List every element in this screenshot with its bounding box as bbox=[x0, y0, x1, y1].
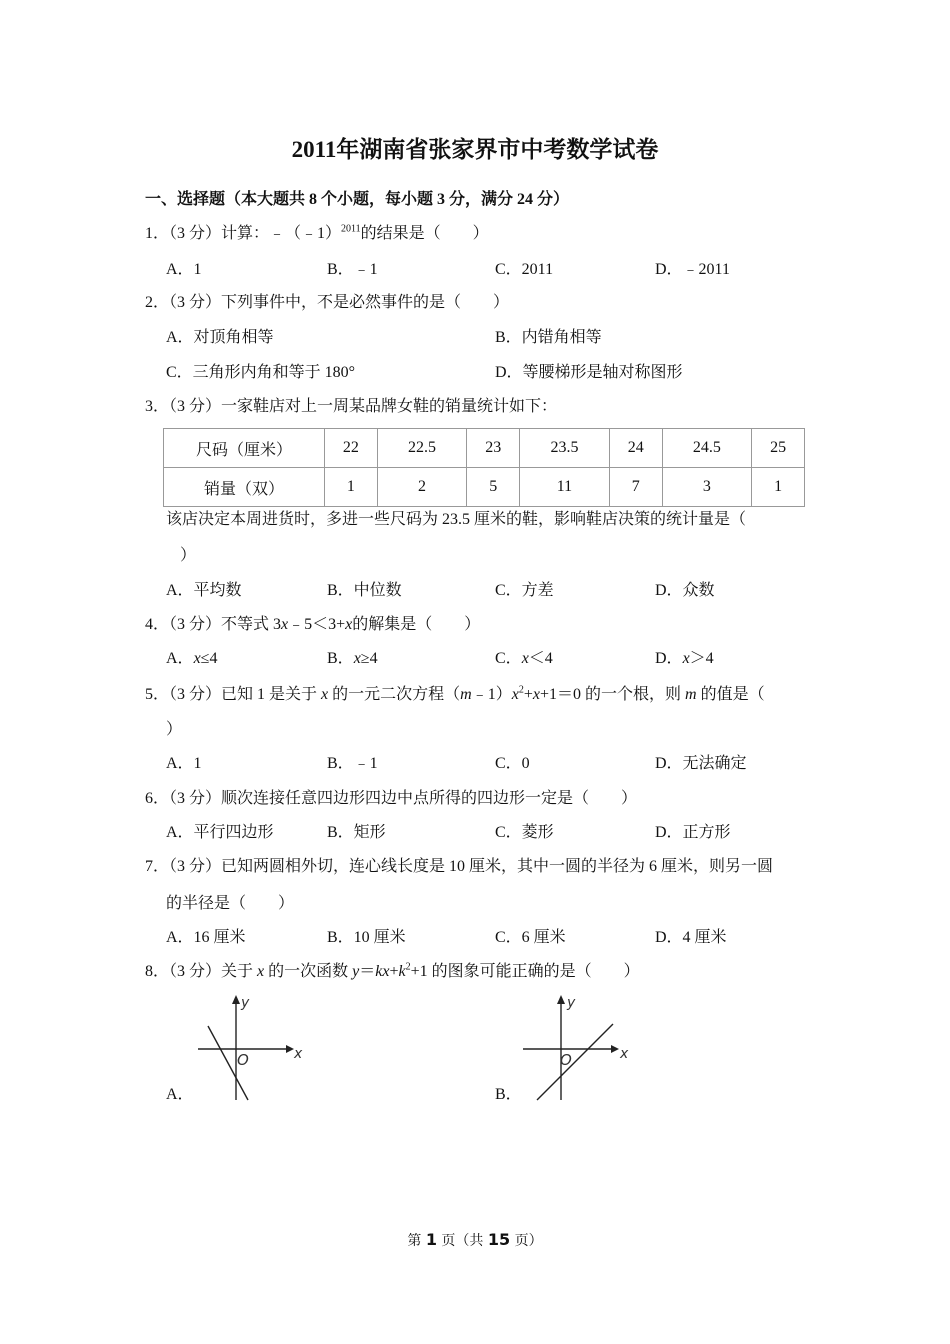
q6-option-b: B．矩形 bbox=[327, 824, 386, 841]
question-4 bbox=[145, 615, 480, 635]
q5-option-b: B．﹣1 bbox=[327, 755, 378, 772]
q3-option-d: D．众数 bbox=[655, 582, 715, 599]
page-footer bbox=[0, 1230, 950, 1251]
q6-option-c: C．菱形 bbox=[495, 824, 554, 841]
q7-option-d: D．4 厘米 bbox=[655, 929, 727, 946]
q1-text-end: 的结果是（ ） bbox=[360, 225, 489, 242]
q8-text: + bbox=[389, 963, 399, 980]
q7-option-a: A．16 厘米 bbox=[166, 929, 246, 946]
x-axis-label: x bbox=[294, 1046, 303, 1062]
q6-option-d: D．正方形 bbox=[655, 824, 731, 841]
option-label: C． bbox=[495, 650, 522, 667]
x-axis-arrow-icon bbox=[286, 1045, 294, 1053]
var-x: x bbox=[532, 686, 540, 703]
var-x: x bbox=[345, 616, 353, 633]
table-cell: 24 bbox=[609, 429, 662, 468]
q1-exponent: 2011 bbox=[341, 223, 361, 235]
page-total: 15 bbox=[487, 1230, 511, 1249]
var-x: x bbox=[257, 963, 265, 980]
question-6: 6．（3 分）顺次连接任意四边形四边中点所得的四边形一定是（ ） bbox=[145, 790, 638, 807]
table-row bbox=[164, 468, 805, 507]
q3-followup-end: ） bbox=[180, 547, 197, 564]
var-x: x bbox=[321, 686, 329, 703]
table-row bbox=[164, 429, 805, 468]
var-x: x bbox=[511, 686, 519, 703]
y-axis-arrow-icon bbox=[557, 995, 565, 1004]
x-axis-label: x bbox=[620, 1046, 629, 1062]
q7-text-end: 的半径是（ ） bbox=[166, 895, 295, 912]
q6-option-a: A．平行四边形 bbox=[166, 824, 274, 841]
q8-text: 的一次函数 bbox=[268, 963, 349, 980]
var-x: x bbox=[193, 650, 201, 667]
footer-text: 页） bbox=[510, 1233, 543, 1249]
q8-option-a: A． bbox=[166, 1086, 194, 1103]
q7-option-c: C．6 厘米 bbox=[495, 929, 566, 946]
q4-option-c bbox=[495, 649, 553, 669]
question-2: 2．（3 分）下列事件中，不是必然事件的是（ ） bbox=[145, 294, 510, 311]
q2-option-b: B．内错角相等 bbox=[495, 329, 602, 346]
q2-option-a: A．对顶角相等 bbox=[166, 329, 274, 346]
var-x: x bbox=[682, 650, 690, 667]
q4-text: 4．（3 分）不等式 3 bbox=[145, 616, 282, 633]
q7-option-b: B．10 厘米 bbox=[327, 929, 406, 946]
shoe-sales-table bbox=[163, 428, 805, 507]
q8-text: ＝ bbox=[359, 963, 376, 980]
q5-option-a: A．1 bbox=[166, 755, 202, 772]
var-k: k bbox=[375, 963, 383, 980]
origin-label: O bbox=[560, 1051, 572, 1069]
q2-option-c: C．三角形内角和等于 180° bbox=[166, 364, 356, 381]
table-cell: 22 bbox=[325, 429, 378, 468]
table-cell: 1 bbox=[325, 468, 378, 507]
option-value: ＞4 bbox=[689, 650, 714, 667]
q5-option-d: D．无法确定 bbox=[655, 755, 747, 772]
footer-text: 第 bbox=[407, 1233, 426, 1249]
function-line bbox=[537, 1024, 613, 1100]
q1-option-a: A．1 bbox=[166, 261, 202, 278]
y-axis-arrow-icon bbox=[232, 995, 240, 1004]
question-7: 7．（3 分）已知两圆相外切，连心线长度是 10 厘米，其中一圆的半径为 6 厘米，则另一圆 bbox=[145, 858, 774, 875]
q1-option-d: D．﹣2011 bbox=[655, 261, 730, 278]
question-1 bbox=[145, 224, 489, 244]
q8-text: +1 的图象可能正确的是（ ） bbox=[410, 963, 640, 980]
question-8 bbox=[145, 962, 640, 982]
q4-text: 的解集是（ ） bbox=[352, 616, 481, 633]
question-5 bbox=[145, 685, 765, 705]
option-value: ≥4 bbox=[360, 650, 378, 667]
q5-text: ﹣1） bbox=[471, 686, 512, 703]
table-cell: 11 bbox=[520, 468, 610, 507]
q1-text: 1．（3 分）计算：﹣（﹣1） bbox=[145, 225, 342, 242]
q4-text: ﹣5＜3+ bbox=[288, 616, 346, 633]
q5-text: 的值是（ bbox=[700, 686, 765, 703]
option-label: A． bbox=[166, 650, 194, 667]
footer-text: 页（共 bbox=[436, 1233, 488, 1249]
q3-option-b: B．中位数 bbox=[327, 582, 402, 599]
section-heading: 一、选择题（本大题共 8 个小题，每小题 3 分，满分 24 分） bbox=[145, 191, 570, 208]
option-label: D． bbox=[655, 650, 683, 667]
var-x: x bbox=[521, 650, 529, 667]
q3-followup: 该店决定本周进货时，多进一些尺码为 23.5 厘米的鞋，影响鞋店决策的统计量是（ bbox=[166, 511, 747, 528]
y-axis-label: y bbox=[567, 995, 576, 1011]
question-3: 3．（3 分）一家鞋店对上一周某品牌女鞋的销量统计如下： bbox=[145, 398, 558, 415]
var-y: y bbox=[352, 963, 360, 980]
q8-exponent: 2 bbox=[405, 961, 411, 973]
q1-option-b: B．﹣1 bbox=[327, 261, 378, 278]
q5-text: + bbox=[523, 686, 533, 703]
table-cell: 23.5 bbox=[520, 429, 610, 468]
table-cell: 24.5 bbox=[662, 429, 752, 468]
table-header-size: 尺码（厘米） bbox=[164, 429, 325, 468]
y-axis-label: y bbox=[241, 995, 250, 1011]
var-m: m bbox=[460, 686, 472, 703]
table-cell: 22.5 bbox=[377, 429, 467, 468]
page-title: 2011年湖南省张家界市中考数学试卷 bbox=[291, 137, 659, 162]
q1-option-c: C．2011 bbox=[495, 261, 554, 278]
q5-option-c: C．0 bbox=[495, 755, 530, 772]
q5-text: +1＝0 的一个根，则 bbox=[539, 686, 681, 703]
graph-a bbox=[190, 990, 320, 1105]
q2-option-d: D．等腰梯形是轴对称图形 bbox=[495, 364, 683, 381]
q8-option-b: B． bbox=[495, 1086, 522, 1103]
table-cell: 25 bbox=[752, 429, 805, 468]
table-cell: 23 bbox=[467, 429, 520, 468]
q4-option-a bbox=[166, 649, 217, 669]
q3-option-a: A．平均数 bbox=[166, 582, 242, 599]
var-x: x bbox=[382, 963, 390, 980]
option-value: ＜4 bbox=[528, 650, 553, 667]
option-label: B． bbox=[327, 650, 354, 667]
var-x: x bbox=[353, 650, 361, 667]
table-header-sales: 销量（双） bbox=[164, 468, 325, 507]
table-cell: 2 bbox=[377, 468, 467, 507]
q5-text: 的一元二次方程（ bbox=[332, 686, 461, 703]
page-number: 1 bbox=[425, 1230, 437, 1249]
graph-b bbox=[515, 990, 645, 1105]
q3-option-c: C．方差 bbox=[495, 582, 554, 599]
table-cell: 5 bbox=[467, 468, 520, 507]
var-k: k bbox=[398, 963, 406, 980]
q5-exponent: 2 bbox=[518, 684, 524, 696]
q8-text: 8．（3 分）关于 bbox=[145, 963, 254, 980]
q4-option-d bbox=[655, 649, 714, 669]
origin-label: O bbox=[237, 1051, 249, 1069]
table-cell: 1 bbox=[752, 468, 805, 507]
var-x: x bbox=[281, 616, 289, 633]
table-cell: 3 bbox=[662, 468, 752, 507]
option-value: ≤4 bbox=[200, 650, 218, 667]
var-m: m bbox=[685, 686, 697, 703]
q4-option-b bbox=[327, 649, 378, 669]
x-axis-arrow-icon bbox=[611, 1045, 619, 1053]
table-cell: 7 bbox=[609, 468, 662, 507]
q5-text-end: ） bbox=[166, 721, 183, 738]
q5-text: 5．（3 分）已知 1 是关于 bbox=[145, 686, 318, 703]
